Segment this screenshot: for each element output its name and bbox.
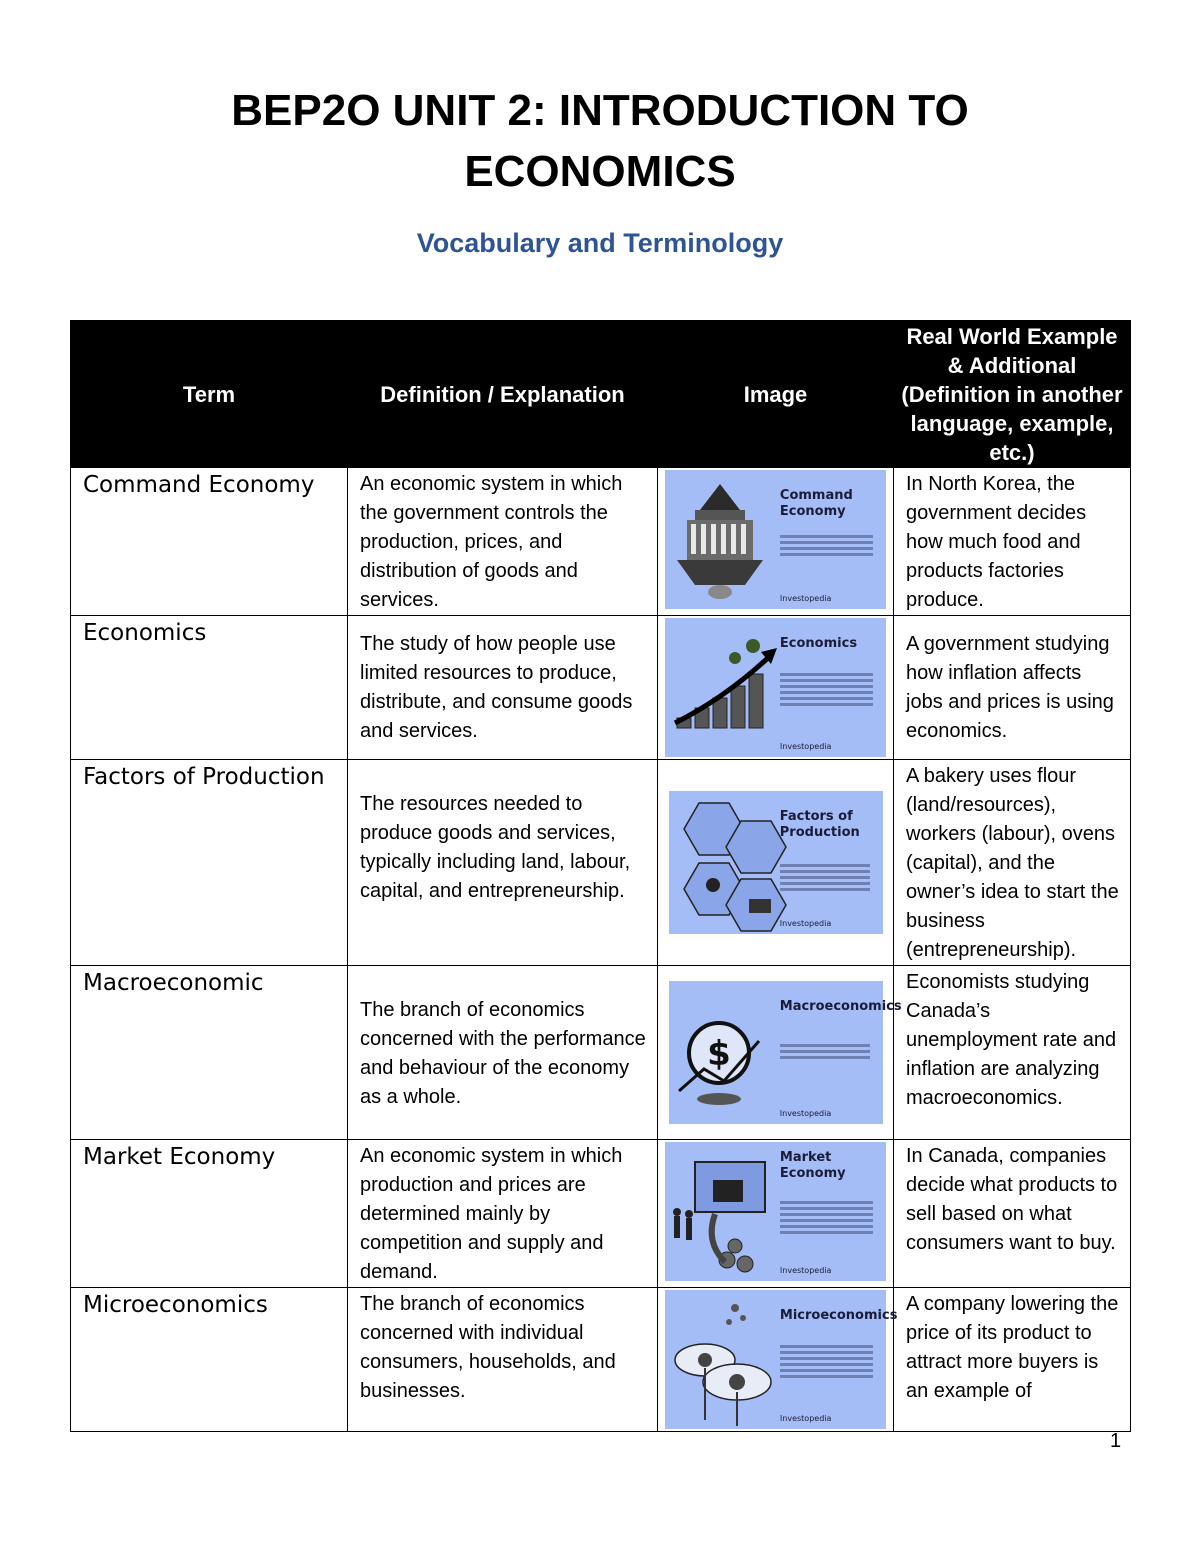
- image-card-title: Microeconomics: [779, 1308, 898, 1323]
- definition-cell: The branch of economics concerned with the performance and behaviour of the economy as a whole.: [360, 999, 646, 1108]
- image-card-text-lines: [780, 1041, 870, 1062]
- definition-cell: The resources needed to produce goods and services, typically including land, labour, capital, and entrepreneurship.: [360, 793, 631, 902]
- image-card-brand: Investopedia: [779, 594, 832, 603]
- image-card-brand: Investopedia: [779, 1109, 832, 1118]
- header-example-line: Real World Example: [906, 323, 1118, 349]
- page-number: 1: [1110, 1430, 1122, 1452]
- term-cell: Command Economy: [83, 472, 315, 498]
- example-cell: A company lowering the price of its product to attract more buyers is an example of: [906, 1293, 1119, 1402]
- example-cell: Economists studying Canada’s unemployment rate and inflation are analyzing macroeconomics.: [906, 971, 1117, 1109]
- header-definition: Definition / Explanation: [348, 321, 658, 468]
- example-cell: In North Korea, the government decides how much food and products factories produce.: [906, 473, 1087, 611]
- term-cell: Market Economy: [83, 1144, 276, 1170]
- image-card-title: Command Economy: [779, 488, 853, 519]
- vocabulary-table: [70, 320, 1131, 1432]
- image-card-brand: Investopedia: [779, 742, 832, 751]
- header-term: Term: [71, 321, 348, 468]
- term-cell: Macroeconomic: [83, 970, 264, 996]
- table-row: [71, 468, 1131, 616]
- title-line-2: ECONOMICS: [464, 147, 736, 196]
- header-example-line: (Definition in another: [901, 381, 1123, 407]
- header-example-line: etc.): [989, 439, 1035, 465]
- svg-text:$: $: [706, 1034, 731, 1074]
- image-card-text-lines: [780, 532, 873, 559]
- page-title: [0, 80, 1200, 202]
- factors-of-production-image: [669, 791, 883, 934]
- image-card-title: Macroeconomics: [779, 999, 902, 1014]
- definition-cell: The study of how people use limited resources to produce, distribute, and consume goods and services.: [360, 633, 633, 742]
- image-card-title: Market Economy: [779, 1150, 846, 1181]
- page-subtitle: Vocabulary and Terminology: [416, 228, 784, 258]
- table-row: [71, 966, 1131, 1140]
- market-economy-image: [665, 1142, 886, 1281]
- image-card-title: Factors of Production: [779, 809, 860, 840]
- definition-cell: An economic system in which the government controls the production, prices, and distribution of goods and services.: [360, 473, 623, 611]
- image-card-text-lines: [780, 670, 873, 709]
- image-card-text-lines: [780, 861, 870, 894]
- image-card-brand: Investopedia: [779, 919, 832, 928]
- table-header-row: [71, 321, 1131, 468]
- table-row: [71, 616, 1131, 760]
- header-example-line: language, example,: [910, 410, 1114, 436]
- table-row: [71, 760, 1131, 966]
- table-row: [71, 1140, 1131, 1288]
- term-cell: Economics: [83, 620, 207, 646]
- command-economy-image: [665, 470, 886, 609]
- image-card-text-lines: [780, 1198, 873, 1237]
- header-example-line: & Additional: [947, 352, 1077, 378]
- header-example: [894, 321, 1131, 468]
- macroeconomics-image: [669, 981, 902, 1124]
- example-cell: In Canada, companies decide what products to sell based on what consumers want to buy.: [906, 1145, 1118, 1254]
- image-card-text-lines: [780, 1342, 873, 1381]
- definition-cell: An economic system in which production and prices are determined mainly by competition and supply and demand.: [360, 1145, 623, 1283]
- table-row: [71, 1288, 1131, 1432]
- image-card-title: Economics: [779, 636, 858, 651]
- economics-image: [665, 618, 886, 757]
- image-card-brand: Investopedia: [779, 1414, 832, 1423]
- microeconomics-image: [665, 1290, 898, 1429]
- example-cell: A government studying how inflation affects jobs and prices is using economics.: [906, 633, 1114, 742]
- title-line-1: BEP2O UNIT 2: INTRODUCTION TO: [231, 86, 969, 135]
- definition-cell: The branch of economics concerned with individual consumers, households, and businesses.: [360, 1293, 616, 1402]
- example-cell: A bakery uses flour (land/resources), workers (labour), ovens (capital), and the owner’s idea to start the business (entrepreneurship).: [906, 765, 1119, 961]
- header-image: Image: [658, 321, 894, 468]
- term-cell: Microeconomics: [83, 1292, 268, 1318]
- image-card-brand: Investopedia: [779, 1266, 832, 1275]
- term-cell: Factors of Production: [83, 764, 325, 790]
